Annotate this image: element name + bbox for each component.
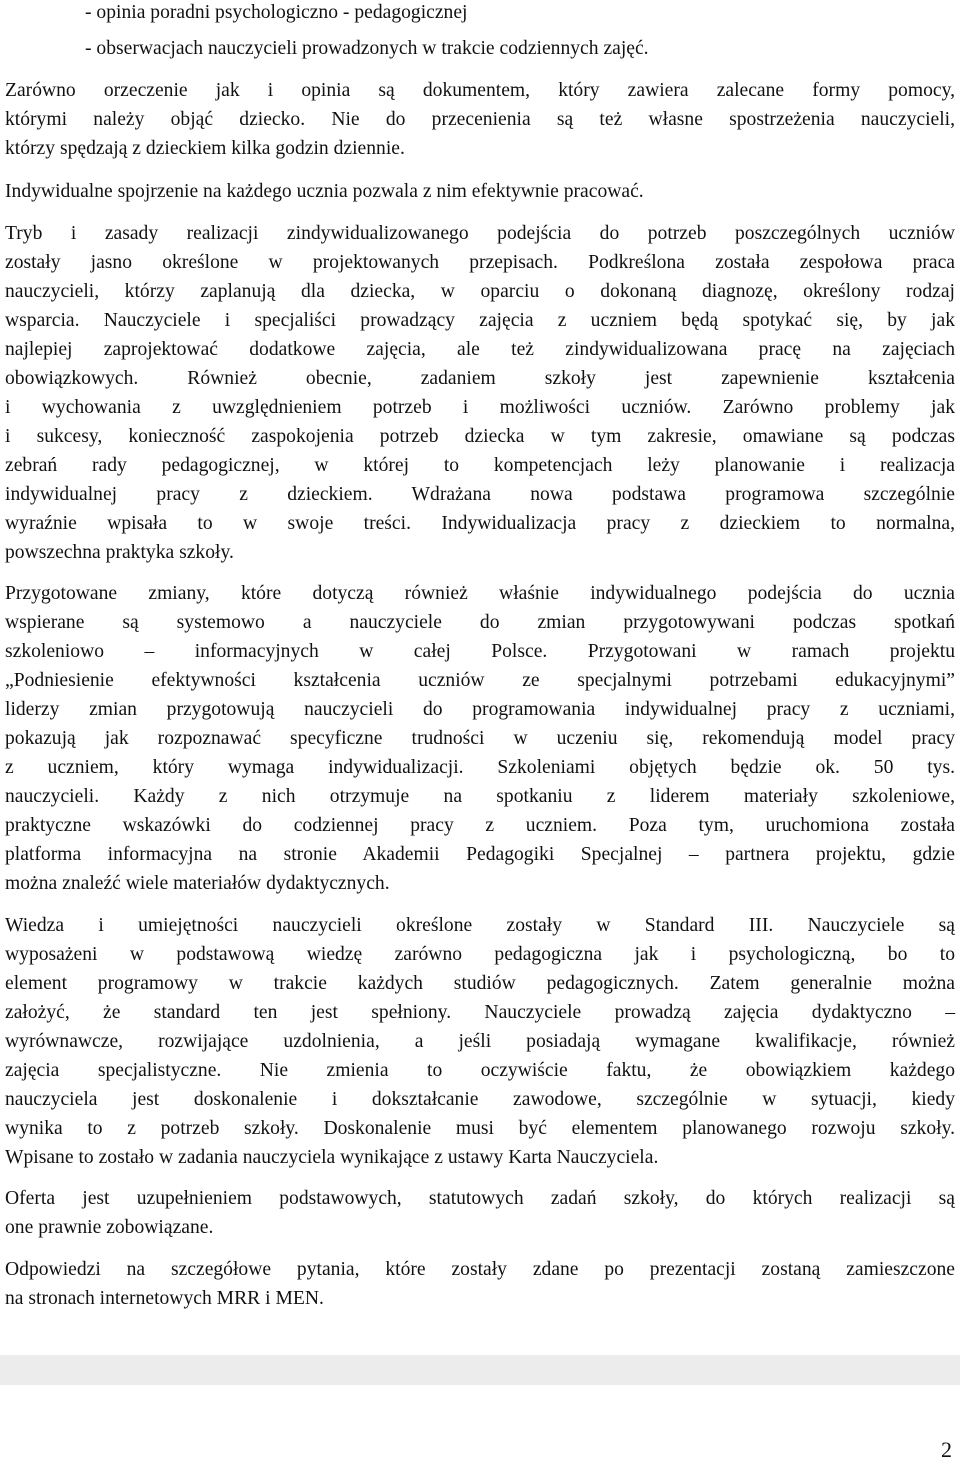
text-line: platforma informacyjna na stronie Akademii Pedagogiki Specjalnej – partnera projektu, gdzie [5, 844, 955, 865]
text-line: na stronach internetowych MRR i MEN. [5, 1288, 324, 1309]
text-line: zebrań rady pedagogicznej, w której to kompetencjach leży planowanie i realizacja [5, 455, 955, 476]
text-line: i wychowania z uwzględnieniem potrzeb i możliwości uczniów. Zarówno problemy jak [5, 397, 955, 418]
page-number: 2 [941, 1437, 952, 1462]
text-line: można znaleźć wiele materiałów dydaktycznych. [5, 873, 390, 894]
text-line: wynika to z potrzeb szkoły. Doskonalenie musi być elementem planowanego rozwoju szkoły. [5, 1118, 955, 1139]
text-line: Indywidualne spojrzenie na każdego ucznia pozwala z nim efektywnie pracować. [5, 181, 644, 202]
text-line: element programowy w trakcie każdych studiów pedagogicznych. Zatem generalnie można [5, 973, 955, 994]
text-line: wyposażeni w podstawową wiedzę zarówno pedagogiczna jak i psychologiczną, bo to [5, 944, 955, 965]
text-line: i sukcesy, konieczność zaspokojenia potrzeb dziecka w tym zakresie, omawiane są podczas [5, 426, 955, 447]
text-line: zostały jasno określone w projektowanych przepisach. Podkreślona została zespołowa praca [5, 252, 955, 273]
text-line: indywidualnej pracy z dzieckiem. Wdrażana nowa podstawa programowa szczególnie [5, 484, 955, 505]
text-line: założyć, że standard ten jest spełniony. Nauczyciele prowadzą zajęcia dydaktyczno – [5, 1002, 955, 1023]
text-line: wsparcia. Nauczyciele i specjaliści prowadzący zajęcia z uczniem będą spotykać się, by jak [5, 310, 955, 331]
text-line: nauczyciela jest doskonalenie i dokształcanie zawodowe, szczególnie w sytuacji, kiedy [5, 1089, 955, 1110]
text-line: one prawnie zobowiązane. [5, 1217, 214, 1238]
text-line: którymi należy objąć dziecko. Nie do przecenienia są też własne spostrzeżenia nauczycieli, [5, 109, 955, 130]
text-line: szkoleniowo – informacyjnych w całej Polsce. Przygotowani w ramach projektu [5, 641, 955, 662]
footer-band [0, 1355, 960, 1385]
text-line: wyraźnie wpisała to w swoje treści. Indywidualizacja pracy z dzieckiem to normalna, [5, 513, 955, 534]
text-line: którzy spędzają z dzieckiem kilka godzin dziennie. [5, 138, 405, 159]
text-line: Odpowiedzi na szczegółowe pytania, które zostały zdane po prezentacji zostaną zamieszczone [5, 1259, 955, 1280]
text-line: Wiedza i umiejętności nauczycieli określone zostały w Standard III. Nauczyciele są [5, 915, 955, 936]
text-line: obowiązkowych. Również obecnie, zadaniem szkoły jest zapewnienie kształcenia [5, 368, 955, 389]
text-line: pokazują jak rozpoznawać specyficzne trudności w uczeniu się, rekomendują model pracy [5, 728, 955, 749]
text-line: nauczycieli, którzy zaplanują dla dziecka, w oparciu o dokonaną diagnozę, określony rodzaj [5, 281, 955, 302]
text-line: Zarówno orzeczenie jak i opinia są dokumentem, który zawiera zalecane formy pomocy, [5, 80, 955, 101]
text-line: Przygotowane zmiany, które dotyczą również właśnie indywidualnego podejścia do ucznia [5, 583, 955, 604]
text-line: z uczniem, który wymaga indywidualizacji. Szkoleniami objętych będzie ok. 50 tys. [5, 757, 955, 778]
text-line: praktyczne wskazówki do codziennej pracy z uczniem. Poza tym, uruchomiona została [5, 815, 955, 836]
text-line: - obserwacjach nauczycieli prowadzonych w trakcie codziennych zajęć. [85, 38, 649, 59]
text-line: „Podniesienie efektywności kształcenia uczniów ze specjalnymi potrzebami edukacyjnymi” [5, 670, 955, 691]
text-line: zajęcia specjalistyczne. Nie zmienia to oczywiście faktu, że obowiązkiem każdego [5, 1060, 955, 1081]
text-line: wspierane są systemowo a nauczyciele do zmian przygotowywani podczas spotkań [5, 612, 955, 633]
text-line: Wpisane to zostało w zadania nauczyciela wynikające z ustawy Karta Nauczyciela. [5, 1147, 659, 1168]
text-line: liderzy zmian przygotowują nauczycieli do programowania indywidualnej pracy z uczniami, [5, 699, 955, 720]
text-line: nauczycieli. Każdy z nich otrzymuje na spotkaniu z liderem materiały szkoleniowe, [5, 786, 955, 807]
text-line: Tryb i zasady realizacji zindywidualizowanego podejścia do potrzeb poszczególnych uczniów [5, 223, 955, 244]
text-line: Oferta jest uzupełnieniem podstawowych, statutowych zadań szkoły, do których realizacji są [5, 1188, 955, 1209]
text-line: najlepiej zaprojektować dodatkowe zajęcia, ale też zindywidualizowana pracę na zajęciach [5, 339, 955, 360]
text-line: wyrównawcze, rozwijające uzdolnienia, a jeśli posiadają wymagane kwalifikacje, również [5, 1031, 955, 1052]
text-line: - opinia poradni psychologiczno - pedagogicznej [85, 2, 468, 23]
text-line: powszechna praktyka szkoły. [5, 542, 234, 563]
